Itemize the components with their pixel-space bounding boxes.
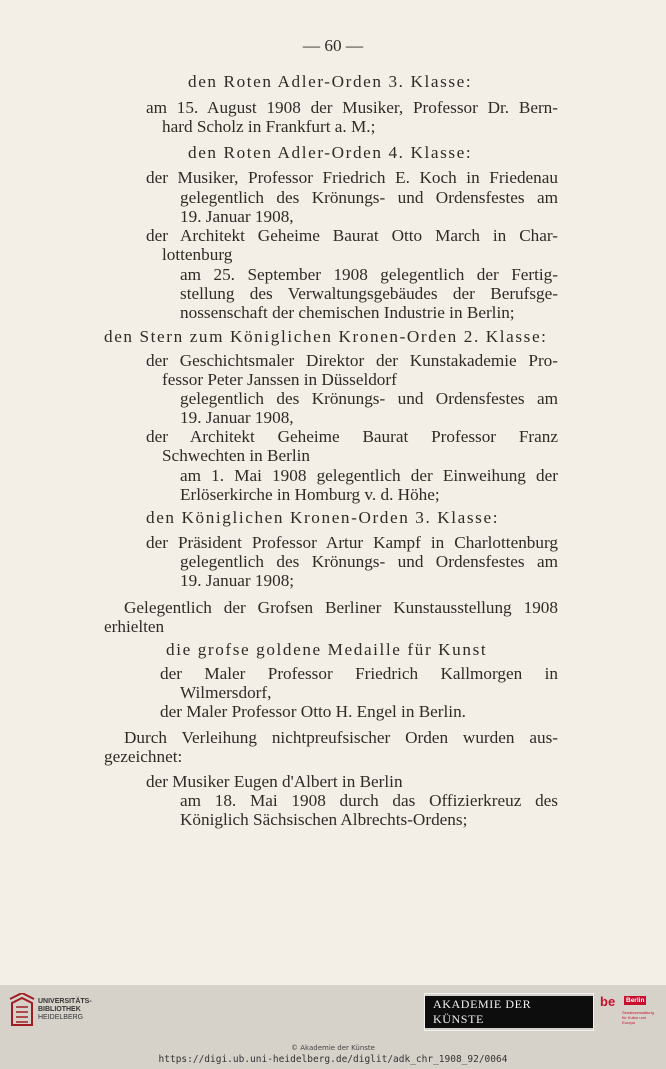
text-line: fessor Peter Janssen in Düsseldorf xyxy=(162,370,397,389)
text-line: Königlich Sächsischen Albrechts-Ordens; xyxy=(180,810,468,829)
text-line: der Geschichtsmaler Direktor der Kunstakademie Pro- xyxy=(146,351,558,370)
text-line: lottenburg xyxy=(162,245,233,264)
academy-logo xyxy=(424,996,594,1028)
bemin-logo-text: be xyxy=(600,994,616,1009)
text-line: der Architekt Geheime Baurat Otto March in Char- xyxy=(146,226,558,245)
heading-line: den Roten Adler-Orden 3. Klasse: xyxy=(188,72,473,91)
text-line: gezeichnet: xyxy=(104,747,183,766)
text-line: Durch Verleihung nichtpreufsischer Orden wurden aus- xyxy=(124,728,558,747)
heading-line: den Stern zum Königlichen Kronen-Orden 2. Klasse: xyxy=(104,327,548,346)
text-line: der Maler Professor Friedrich Kallmorgen in xyxy=(160,664,558,683)
library-line: HEIDELBERG xyxy=(38,1014,84,1021)
text-line: gelegentlich des Krönungs- und Ordensfestes am xyxy=(180,389,558,408)
text-line: erhielten xyxy=(104,617,165,636)
text-line: der Musiker Eugen d'Albert in Berlin xyxy=(146,772,403,791)
university-library-logo-icon xyxy=(8,993,36,1027)
text-line: am 15. August 1908 der Musiker, Professor Dr. Bern- xyxy=(146,98,558,117)
library-line: BIBLIOTHEK xyxy=(38,1006,81,1013)
text-line: gelegentlich des Krönungs- und Ordensfestes am xyxy=(180,552,558,571)
text-line: 19. Januar 1908; xyxy=(180,571,295,590)
text-line: am 1. Mai 1908 gelegentlich der Einweihung der xyxy=(180,466,558,485)
text-line: 19. Januar 1908, xyxy=(180,408,294,427)
text-line: Gelegentlich der Grofsen Berliner Kunstausstellung 1908 xyxy=(124,598,558,617)
heading-line: die grofse goldene Medaille für Kunst xyxy=(166,640,488,659)
library-line: UNIVERSITÄTS- xyxy=(38,998,92,1005)
berlin-senate-logo xyxy=(600,994,656,1030)
university-library-name xyxy=(38,998,92,1022)
bemin-tag: Berlin xyxy=(626,997,645,1004)
text-line: gelegentlich des Krönungs- und Ordensfestes am xyxy=(180,188,558,207)
text-line: der Musiker, Professor Friedrich E. Koch in Friedenau xyxy=(146,168,558,187)
text-line: am 18. Mai 1908 durch das Offizierkreuz des xyxy=(180,791,558,810)
text-line: der Architekt Geheime Baurat Professor Franz xyxy=(146,427,558,446)
heading-line: den Roten Adler-Orden 4. Klasse: xyxy=(188,143,473,162)
text-line: Wilmersdorf, xyxy=(180,683,272,702)
heading-line: den Königlichen Kronen-Orden 3. Klasse: xyxy=(146,508,500,527)
copyright-notice: © Akademie der Künste xyxy=(291,1044,375,1052)
text-line: Schwechten in Berlin xyxy=(162,446,310,465)
bemin-subtitle: Senatsverwaltung für Kultur und Europa xyxy=(622,1010,654,1025)
text-line: am 25. September 1908 gelegentlich der Fertig- xyxy=(180,265,558,284)
text-line: nossenschaft der chemischen Industrie in Berlin; xyxy=(180,303,515,322)
text-line: 19. Januar 1908, xyxy=(180,207,294,226)
academy-name: AKADEMIE DER KÜNSTE xyxy=(424,993,594,1031)
page-number: — 60 — xyxy=(302,36,364,55)
source-url-link[interactable]: https://digi.ub.uni-heidelberg.de/diglit/adk_chr_1908_92/0064 xyxy=(158,1054,508,1065)
text-line: stellung des Verwaltungsgebäudes der Berufsge- xyxy=(180,284,558,303)
text-line: hard Scholz in Frankfurt a. M.; xyxy=(162,117,376,136)
text-line: Erlöserkirche in Homburg v. d. Höhe; xyxy=(180,485,440,504)
text-line: der Präsident Professor Artur Kampf in Charlottenburg xyxy=(146,533,558,552)
text-line: der Maler Professor Otto H. Engel in Berlin. xyxy=(160,702,466,721)
